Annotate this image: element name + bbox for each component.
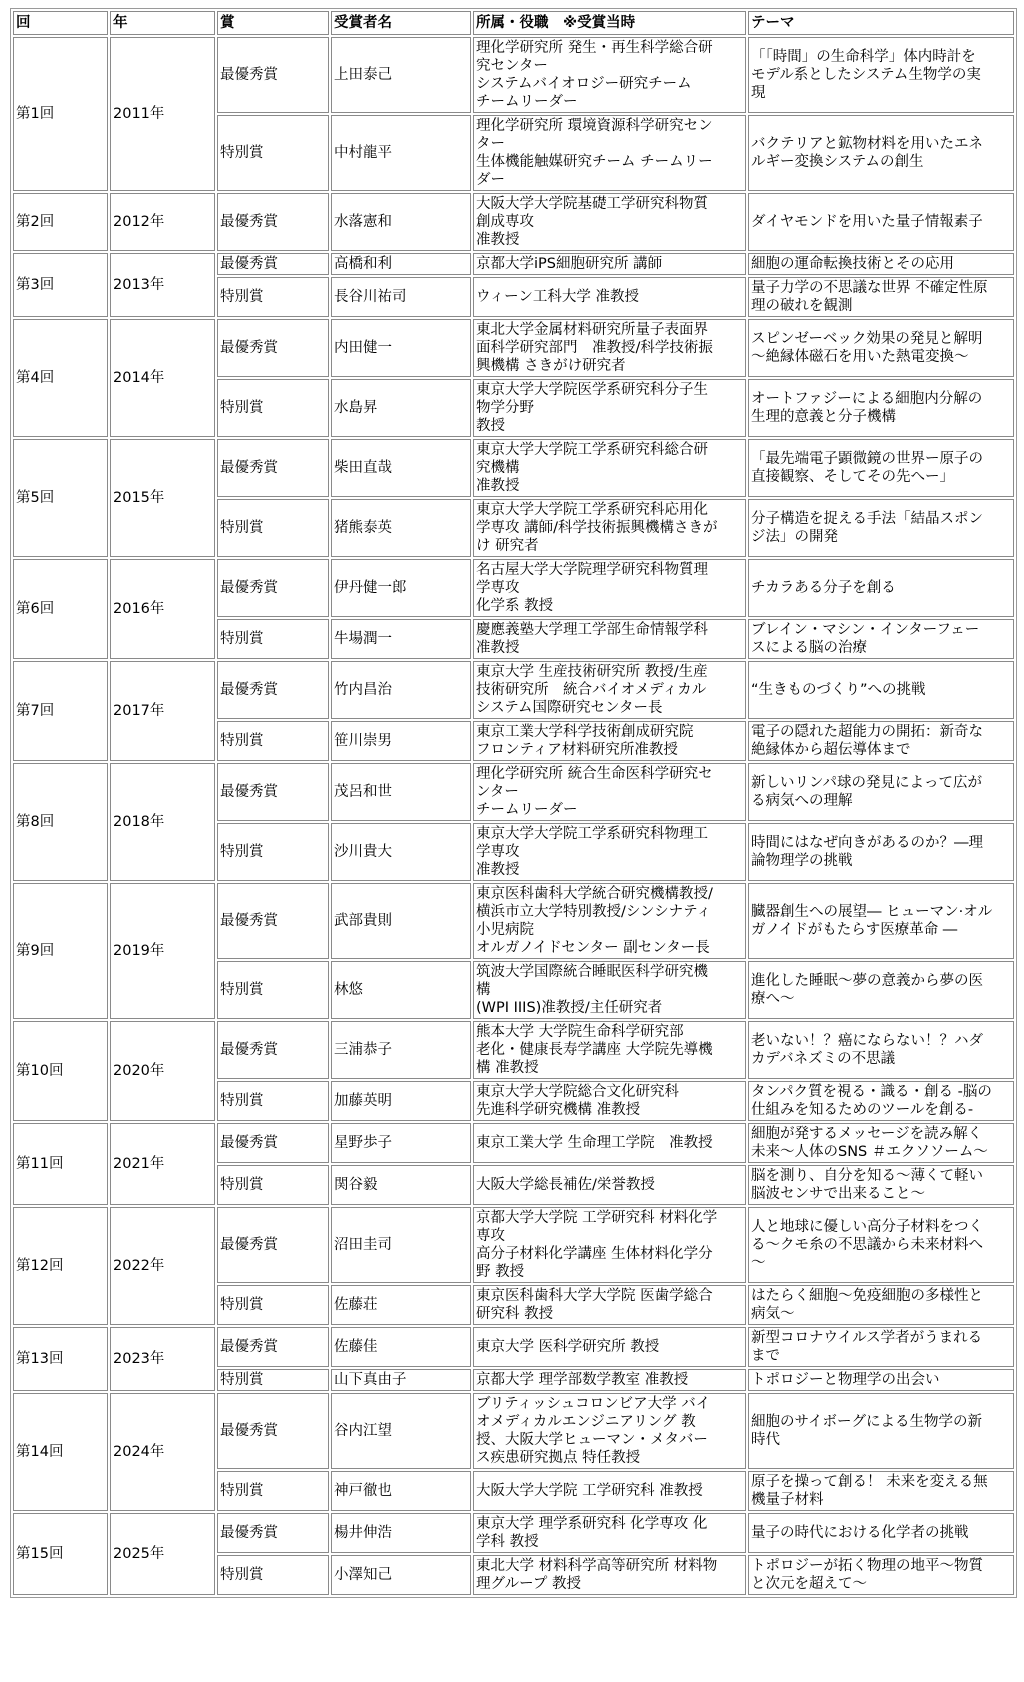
year-cell: 2015年: [110, 439, 215, 557]
theme-line: 病気～: [751, 1306, 795, 1322]
recipient-name-cell: 小澤知己: [331, 1555, 471, 1595]
award-cell: 最優秀賞: [217, 253, 329, 275]
affiliation-cell: [473, 721, 746, 761]
theme-line: ルギー変換システムの創生: [751, 154, 924, 170]
round-cell: 第10回: [13, 1021, 108, 1121]
award-cell: 特別賞: [217, 1555, 329, 1595]
recipient-name-cell: 水島昇: [331, 379, 471, 437]
table-row: [13, 559, 1014, 617]
affiliation-line: 東京工業大学 生命理工学院 准教授: [476, 1135, 713, 1151]
affiliation-line: け 研究者: [476, 538, 539, 554]
award-cell: 特別賞: [217, 499, 329, 557]
affiliation-line: フロンティア材料研究所准教授: [476, 742, 678, 758]
affiliation-line: 大阪大学大学院基礎工学研究科物質: [476, 196, 708, 212]
year-cell: 2018年: [110, 763, 215, 881]
theme-line: 脳波センサで出来ること～: [751, 1186, 925, 1202]
year-cell: 2020年: [110, 1021, 215, 1121]
affiliation-line: 生体機能触媒研究チーム チームリー: [476, 154, 713, 170]
affiliation-cell: [473, 193, 746, 251]
year-cell: 2017年: [110, 661, 215, 761]
theme-line: はたらく細胞～免疫細胞の多様性と: [751, 1288, 983, 1304]
award-cell: 特別賞: [217, 277, 329, 317]
theme-line: る病気への理解: [751, 793, 853, 809]
affiliation-cell: [473, 379, 746, 437]
affiliation-line: 准教授: [476, 478, 520, 494]
theme-line: まで: [751, 1348, 780, 1364]
affiliation-line: 高分子材料化学講座 生体材料化学分: [476, 1246, 713, 1262]
affiliation-line: 筑波大学国際統合睡眠医科学研究機: [476, 964, 708, 980]
affiliation-line: チームリーダー: [476, 94, 578, 110]
theme-cell: [748, 661, 1014, 719]
affiliation-cell: [473, 1393, 746, 1469]
year-cell: 2024年: [110, 1393, 215, 1511]
recipient-name-cell: 沙川貴大: [331, 823, 471, 881]
theme-line: 量子の時代における化学者の挑戦: [751, 1525, 969, 1541]
affiliation-cell: [473, 1165, 746, 1205]
recipient-name-cell: 神戸徹也: [331, 1471, 471, 1511]
award-cell: 最優秀賞: [217, 1393, 329, 1469]
award-cell: 特別賞: [217, 1471, 329, 1511]
affiliation-line: 東京医科歯科大学統合研究機構教授/: [476, 886, 713, 902]
theme-line: る～クモ糸の不思議から未来材料へ: [751, 1237, 983, 1253]
theme-line: 細胞の運命転換技術とその応用: [751, 256, 954, 272]
round-cell: 第13回: [13, 1327, 108, 1391]
affiliation-line: ブリティッシュコロンビア大学 バイ: [476, 1396, 711, 1412]
affiliation-line: 教授: [476, 418, 505, 434]
affiliation-cell: [473, 499, 746, 557]
affiliation-line: ター: [476, 136, 505, 152]
affiliation-line: 理化学研究所 環境資源科学研究セン: [476, 118, 713, 134]
affiliation-line: 東京大学大学院工学系研究科応用化: [476, 502, 708, 518]
theme-line: トポロジーが拓く物理の地平～物質: [751, 1558, 983, 1574]
theme-cell: [748, 499, 1014, 557]
theme-cell: [748, 883, 1014, 959]
award-cell: 特別賞: [217, 379, 329, 437]
theme-cell: [748, 253, 1014, 275]
affiliation-line: (WPI IIIS)准教授/主任研究者: [476, 1000, 663, 1016]
theme-line: ジ法」の開発: [751, 529, 838, 545]
recipient-name-cell: 谷内江望: [331, 1393, 471, 1469]
affiliation-cell: [473, 1513, 746, 1553]
theme-cell: [748, 193, 1014, 251]
round-cell: 第15回: [13, 1513, 108, 1595]
round-cell: 第9回: [13, 883, 108, 1019]
affiliation-cell: [473, 823, 746, 881]
affiliation-line: 准教授: [476, 862, 520, 878]
theme-line: 時代: [751, 1432, 780, 1448]
affiliation-cell: [473, 1081, 746, 1121]
affiliation-line: 名古屋大学大学院理学研究科物質理: [476, 562, 708, 578]
year-cell: 2025年: [110, 1513, 215, 1595]
theme-line: 進化した睡眠～夢の意義から夢の医: [751, 973, 983, 989]
table-row: [13, 439, 1014, 497]
affiliation-line: ダー: [476, 172, 505, 188]
affiliation-line: 研究科 教授: [476, 1306, 554, 1322]
round-cell: 第1回: [13, 37, 108, 191]
affiliation-cell: [473, 661, 746, 719]
theme-cell: [748, 379, 1014, 437]
theme-line: トポロジーと物理学の出会い: [751, 1372, 940, 1388]
awards-table-body: [13, 37, 1014, 1595]
table-row: [13, 661, 1014, 719]
recipient-name-cell: 水落憲和: [331, 193, 471, 251]
table-row: [13, 37, 1014, 113]
round-cell: 第6回: [13, 559, 108, 659]
recipient-name-cell: 茂呂和世: [331, 763, 471, 821]
affiliation-cell: [473, 1369, 746, 1391]
affiliation-line: 構 准教授: [476, 1060, 539, 1076]
recipient-name-cell: 加藤英明: [331, 1081, 471, 1121]
table-row: [13, 763, 1014, 821]
affiliation-line: システム国際研究センター長: [476, 700, 663, 716]
award-cell: 特別賞: [217, 823, 329, 881]
theme-cell: [748, 1207, 1014, 1283]
affiliation-cell: [473, 115, 746, 191]
theme-line: 理の破れを観測: [751, 298, 853, 314]
affiliation-line: 先進科学研究機構 准教授: [476, 1102, 641, 1118]
theme-line: 細胞が発するメッセージを読み解く: [751, 1126, 983, 1142]
affiliation-cell: [473, 1123, 746, 1163]
affiliation-line: 東京医科歯科大学大学院 医歯学総合: [476, 1288, 713, 1304]
theme-line: ガノイドがもたらす医療革命 ―: [751, 922, 958, 938]
affiliation-line: 究センター: [476, 58, 548, 74]
award-cell: 最優秀賞: [217, 1207, 329, 1283]
affiliation-line: 授、大阪大学ヒューマン・メタバー: [476, 1432, 708, 1448]
theme-line: 未来～人体のSNS ＃エクソソーム～: [751, 1144, 988, 1160]
affiliation-line: 専攻: [476, 1228, 505, 1244]
table-row: [13, 319, 1014, 377]
theme-line: 人と地球に優しい高分子材料をつく: [751, 1219, 983, 1235]
year-cell: 2013年: [110, 253, 215, 317]
affiliation-line: 東京大学大学院工学系研究科物理工: [476, 826, 708, 842]
theme-cell: [748, 1081, 1014, 1121]
affiliation-cell: [473, 559, 746, 617]
affiliation-cell: [473, 439, 746, 497]
theme-cell: [748, 721, 1014, 761]
theme-line: 時間にはなぜ向きがあるのか？―理: [751, 835, 983, 851]
theme-cell: [748, 763, 1014, 821]
affiliation-line: 理化学研究所 統合生命医科学研究セ: [476, 766, 713, 782]
year-cell: 2019年: [110, 883, 215, 1019]
recipient-name-cell: 長谷川祐司: [331, 277, 471, 317]
year-cell: 2016年: [110, 559, 215, 659]
header-theme: テーマ: [748, 11, 1014, 35]
theme-line: タンパク質を視る・識る・創る -脳の: [751, 1084, 992, 1100]
affiliation-cell: [473, 319, 746, 377]
theme-cell: [748, 319, 1014, 377]
award-cell: 最優秀賞: [217, 559, 329, 617]
theme-line: 絶縁体から超伝導体まで: [751, 742, 911, 758]
theme-line: 生理的意義と分子機構: [751, 409, 896, 425]
award-cell: 特別賞: [217, 1369, 329, 1391]
theme-line: と次元を超えて～: [751, 1576, 867, 1592]
theme-cell: [748, 1369, 1014, 1391]
affiliation-line: 老化・健康長寿学講座 大学院先導機: [476, 1042, 713, 1058]
theme-line: ～: [751, 1255, 766, 1271]
round-cell: 第14回: [13, 1393, 108, 1511]
theme-line: 療へ～: [751, 991, 795, 1007]
theme-line: 新型コロナウイルス学者がうまれる: [751, 1330, 983, 1346]
round-cell: 第5回: [13, 439, 108, 557]
theme-cell: [748, 1021, 1014, 1079]
round-cell: 第2回: [13, 193, 108, 251]
recipient-name-cell: 佐藤佳: [331, 1327, 471, 1367]
theme-line: 機量子材料: [751, 1492, 824, 1508]
recipient-name-cell: 牛場潤一: [331, 619, 471, 659]
affiliation-cell: [473, 1327, 746, 1367]
affiliation-line: 理化学研究所 発生・再生科学総合研: [476, 40, 713, 56]
affiliation-line: 学専攻: [476, 844, 520, 860]
affiliation-cell: [473, 1471, 746, 1511]
header-name: 受賞者名: [331, 11, 471, 35]
header-round: 回: [13, 11, 108, 35]
affiliation-line: 東京大学大学院総合文化研究科: [476, 1084, 679, 1100]
affiliation-cell: [473, 1555, 746, 1595]
affiliation-line: 小児病院: [476, 922, 534, 938]
affiliation-line: 東北大学 材料科学高等研究所 材料物: [476, 1558, 718, 1574]
award-cell: 特別賞: [217, 1285, 329, 1325]
theme-line: ～絶縁体磁石を用いた熱電変換～: [751, 349, 969, 365]
table-row: [13, 1327, 1014, 1367]
theme-line: 臓器創生への展望― ヒューマン·オル: [751, 904, 993, 920]
round-cell: 第8回: [13, 763, 108, 881]
award-cell: 最優秀賞: [217, 763, 329, 821]
table-row: [13, 253, 1014, 275]
affiliation-cell: [473, 1021, 746, 1079]
award-cell: 最優秀賞: [217, 1327, 329, 1367]
affiliation-line: システムバイオロジー研究チーム: [476, 76, 692, 92]
affiliation-cell: [473, 37, 746, 113]
theme-cell: [748, 277, 1014, 317]
table-row: [13, 1513, 1014, 1553]
award-cell: 最優秀賞: [217, 37, 329, 113]
theme-line: 脳を測り、自分を知る～薄くて軽い: [751, 1168, 983, 1184]
table-row: [13, 193, 1014, 251]
recipient-name-cell: 竹内昌治: [331, 661, 471, 719]
header-award: 賞: [217, 11, 329, 35]
table-row: [13, 1207, 1014, 1283]
affiliation-line: 東京大学大学院工学系研究科総合研: [476, 442, 708, 458]
theme-line: 論物理学の挑戦: [751, 853, 853, 869]
award-cell: 特別賞: [217, 961, 329, 1019]
affiliation-line: オメディカルエンジニアリング 教: [476, 1414, 696, 1430]
theme-line: 分子構造を捉える手法「結晶スポン: [751, 511, 983, 527]
recipient-name-cell: 佐藤荘: [331, 1285, 471, 1325]
theme-line: 細胞のサイボーグによる生物学の新: [751, 1414, 982, 1430]
theme-cell: [748, 1471, 1014, 1511]
round-cell: 第3回: [13, 253, 108, 317]
affiliation-cell: [473, 619, 746, 659]
theme-cell: [748, 1555, 1014, 1595]
theme-cell: [748, 823, 1014, 881]
round-cell: 第11回: [13, 1123, 108, 1205]
affiliation-line: 横浜市立大学特別教授/シンシナティ: [476, 904, 711, 920]
theme-cell: [748, 1285, 1014, 1325]
award-cell: 特別賞: [217, 1081, 329, 1121]
theme-cell: [748, 1123, 1014, 1163]
theme-line: 原子を操って創る！ 未来を変える無: [751, 1474, 988, 1490]
affiliation-line: 東京工業大学科学技術創成研究院: [476, 724, 694, 740]
affiliation-line: 東京大学大学院医学系研究科分子生: [476, 382, 708, 398]
affiliation-line: 技術研究所 統合バイオメディカル: [476, 682, 707, 698]
recipient-name-cell: 高橋和利: [331, 253, 471, 275]
theme-line: 直接観察、そしてその先へー」: [751, 469, 954, 485]
affiliation-line: 東京大学 医科学研究所 教授: [476, 1339, 660, 1355]
theme-cell: [748, 1165, 1014, 1205]
affiliation-line: 化学系 教授: [476, 598, 554, 614]
theme-line: バクテリアと鉱物材料を用いたエネ: [751, 136, 983, 152]
round-cell: 第4回: [13, 319, 108, 437]
affiliation-line: 興機構 さきがけ研究者: [476, 358, 626, 374]
affiliation-line: 大阪大学総長補佐/栄誉教授: [476, 1177, 655, 1193]
affiliation-line: 慶應義塾大学理工学部生命情報学科: [476, 622, 708, 638]
affiliation-cell: [473, 277, 746, 317]
affiliation-line: 京都大学大学院 工学研究科 材料化学: [476, 1210, 718, 1226]
header-year: 年: [110, 11, 215, 35]
affiliation-line: 東北大学金属材料研究所量子表面界: [476, 322, 708, 338]
theme-cell: [748, 439, 1014, 497]
year-cell: 2011年: [110, 37, 215, 191]
affiliation-line: ウィーン工科大学 准教授: [476, 289, 639, 305]
theme-cell: [748, 1393, 1014, 1469]
header-affiliation: 所属・役職 ※受賞当時: [473, 11, 746, 35]
theme-line: ブレイン・マシン・インターフェー: [751, 622, 980, 638]
recipient-name-cell: 柴田直哉: [331, 439, 471, 497]
recipient-name-cell: 林悠: [331, 961, 471, 1019]
affiliation-line: ス疾患研究拠点 特任教授: [476, 1450, 641, 1466]
award-cell: 最優秀賞: [217, 319, 329, 377]
recipient-name-cell: 楊井伸浩: [331, 1513, 471, 1553]
affiliation-cell: [473, 1285, 746, 1325]
table-row: [13, 883, 1014, 959]
year-cell: 2012年: [110, 193, 215, 251]
theme-line: “生きものづくり”への挑戦: [751, 682, 926, 698]
award-cell: 最優秀賞: [217, 193, 329, 251]
theme-line: 「「時間」の生命科学」体内時計を: [751, 49, 976, 65]
recipient-name-cell: 笹川崇男: [331, 721, 471, 761]
theme-cell: [748, 1513, 1014, 1553]
affiliation-line: 京都大学 理学部数学教室 准教授: [476, 1372, 689, 1388]
award-cell: 特別賞: [217, 619, 329, 659]
affiliation-line: 熊本大学 大学院生命科学研究部: [476, 1024, 684, 1040]
theme-cell: [748, 37, 1014, 113]
affiliation-line: 理グループ 教授: [476, 1576, 581, 1592]
affiliation-line: 創成専攻: [476, 214, 534, 230]
award-cell: 特別賞: [217, 721, 329, 761]
awards-table-wrapper: [10, 8, 1013, 1598]
recipient-name-cell: 内田健一: [331, 319, 471, 377]
affiliation-line: 究機構: [476, 460, 520, 476]
affiliation-line: 学科 教授: [476, 1534, 539, 1550]
award-cell: 最優秀賞: [217, 1123, 329, 1163]
award-cell: 特別賞: [217, 1165, 329, 1205]
round-cell: 第7回: [13, 661, 108, 761]
affiliation-line: 物学分野: [476, 400, 534, 416]
table-row: [13, 1021, 1014, 1079]
affiliation-cell: [473, 961, 746, 1019]
round-cell: 第12回: [13, 1207, 108, 1325]
award-cell: 最優秀賞: [217, 883, 329, 959]
affiliation-line: 准教授: [476, 640, 520, 656]
theme-cell: [748, 619, 1014, 659]
theme-line: 量子力学の不思議な世界 不確定性原: [751, 280, 988, 296]
theme-line: モデル系としたシステム生物学の実: [751, 67, 981, 83]
award-cell: 特別賞: [217, 115, 329, 191]
recipient-name-cell: 沼田圭司: [331, 1207, 471, 1283]
theme-line: スによる脳の治療: [751, 640, 867, 656]
affiliation-cell: [473, 253, 746, 275]
year-cell: 2021年: [110, 1123, 215, 1205]
recipient-name-cell: 武部貴則: [331, 883, 471, 959]
theme-line: オートファジーによる細胞内分解の: [751, 391, 983, 407]
award-cell: 最優秀賞: [217, 439, 329, 497]
affiliation-line: 京都大学iPS細胞研究所 講師: [476, 256, 663, 272]
affiliation-line: 大阪大学大学院 工学研究科 准教授: [476, 1483, 703, 1499]
theme-line: 老いない！？癌にならない！？ハダ: [751, 1033, 983, 1049]
theme-line: スピンゼーベック効果の発見と解明: [751, 331, 983, 347]
affiliation-line: ンター: [476, 784, 519, 800]
recipient-name-cell: 中村龍平: [331, 115, 471, 191]
theme-cell: [748, 559, 1014, 617]
recipient-name-cell: 伊丹健一郎: [331, 559, 471, 617]
table-row: [13, 1123, 1014, 1163]
affiliation-line: 東京大学 理学系研究科 化学専攻 化: [476, 1516, 708, 1532]
recipient-name-cell: 上田泰己: [331, 37, 471, 113]
affiliation-line: 学専攻 講師/科学技術振興機構さきが: [476, 520, 718, 536]
recipient-name-cell: 猪熊泰英: [331, 499, 471, 557]
theme-line: 仕組みを知るためのツールを創る-: [751, 1102, 974, 1118]
year-cell: 2023年: [110, 1327, 215, 1391]
theme-cell: [748, 115, 1014, 191]
affiliation-line: 構: [476, 982, 491, 998]
award-cell: 最優秀賞: [217, 1021, 329, 1079]
year-cell: 2014年: [110, 319, 215, 437]
affiliation-line: 学専攻: [476, 580, 520, 596]
theme-line: 電子の隠れた超能力の開拓：新奇な: [751, 724, 983, 740]
affiliation-cell: [473, 883, 746, 959]
recipient-name-cell: 星野歩子: [331, 1123, 471, 1163]
theme-cell: [748, 961, 1014, 1019]
year-cell: 2022年: [110, 1207, 215, 1325]
recipient-name-cell: 関谷毅: [331, 1165, 471, 1205]
recipient-name-cell: 三浦恭子: [331, 1021, 471, 1079]
affiliation-cell: [473, 763, 746, 821]
awards-table: [10, 8, 1017, 1598]
theme-cell: [748, 1327, 1014, 1367]
theme-line: ダイヤモンドを用いた量子情報素子: [751, 214, 983, 230]
affiliation-line: 准教授: [476, 232, 520, 248]
award-cell: 最優秀賞: [217, 661, 329, 719]
table-row: [13, 1393, 1014, 1469]
theme-line: 「最先端電子顕微鏡の世界ー原子の: [751, 451, 983, 467]
recipient-name-cell: 山下真由子: [331, 1369, 471, 1391]
theme-line: 新しいリンパ球の発見によって広が: [751, 775, 982, 791]
affiliation-line: チームリーダー: [476, 802, 578, 818]
award-cell: 最優秀賞: [217, 1513, 329, 1553]
affiliation-line: オルガノイドセンター 副センター長: [476, 940, 710, 956]
theme-line: チカラある分子を創る: [751, 580, 896, 596]
header-row: [13, 11, 1014, 35]
affiliation-cell: [473, 1207, 746, 1283]
affiliation-line: 東京大学 生産技術研究所 教授/生産: [476, 664, 708, 680]
theme-line: カデバネズミの不思議: [751, 1051, 896, 1067]
theme-line: 現: [751, 85, 766, 101]
affiliation-line: 野 教授: [476, 1264, 525, 1280]
affiliation-line: 面科学研究部門 准教授/科学技術振: [476, 340, 713, 356]
